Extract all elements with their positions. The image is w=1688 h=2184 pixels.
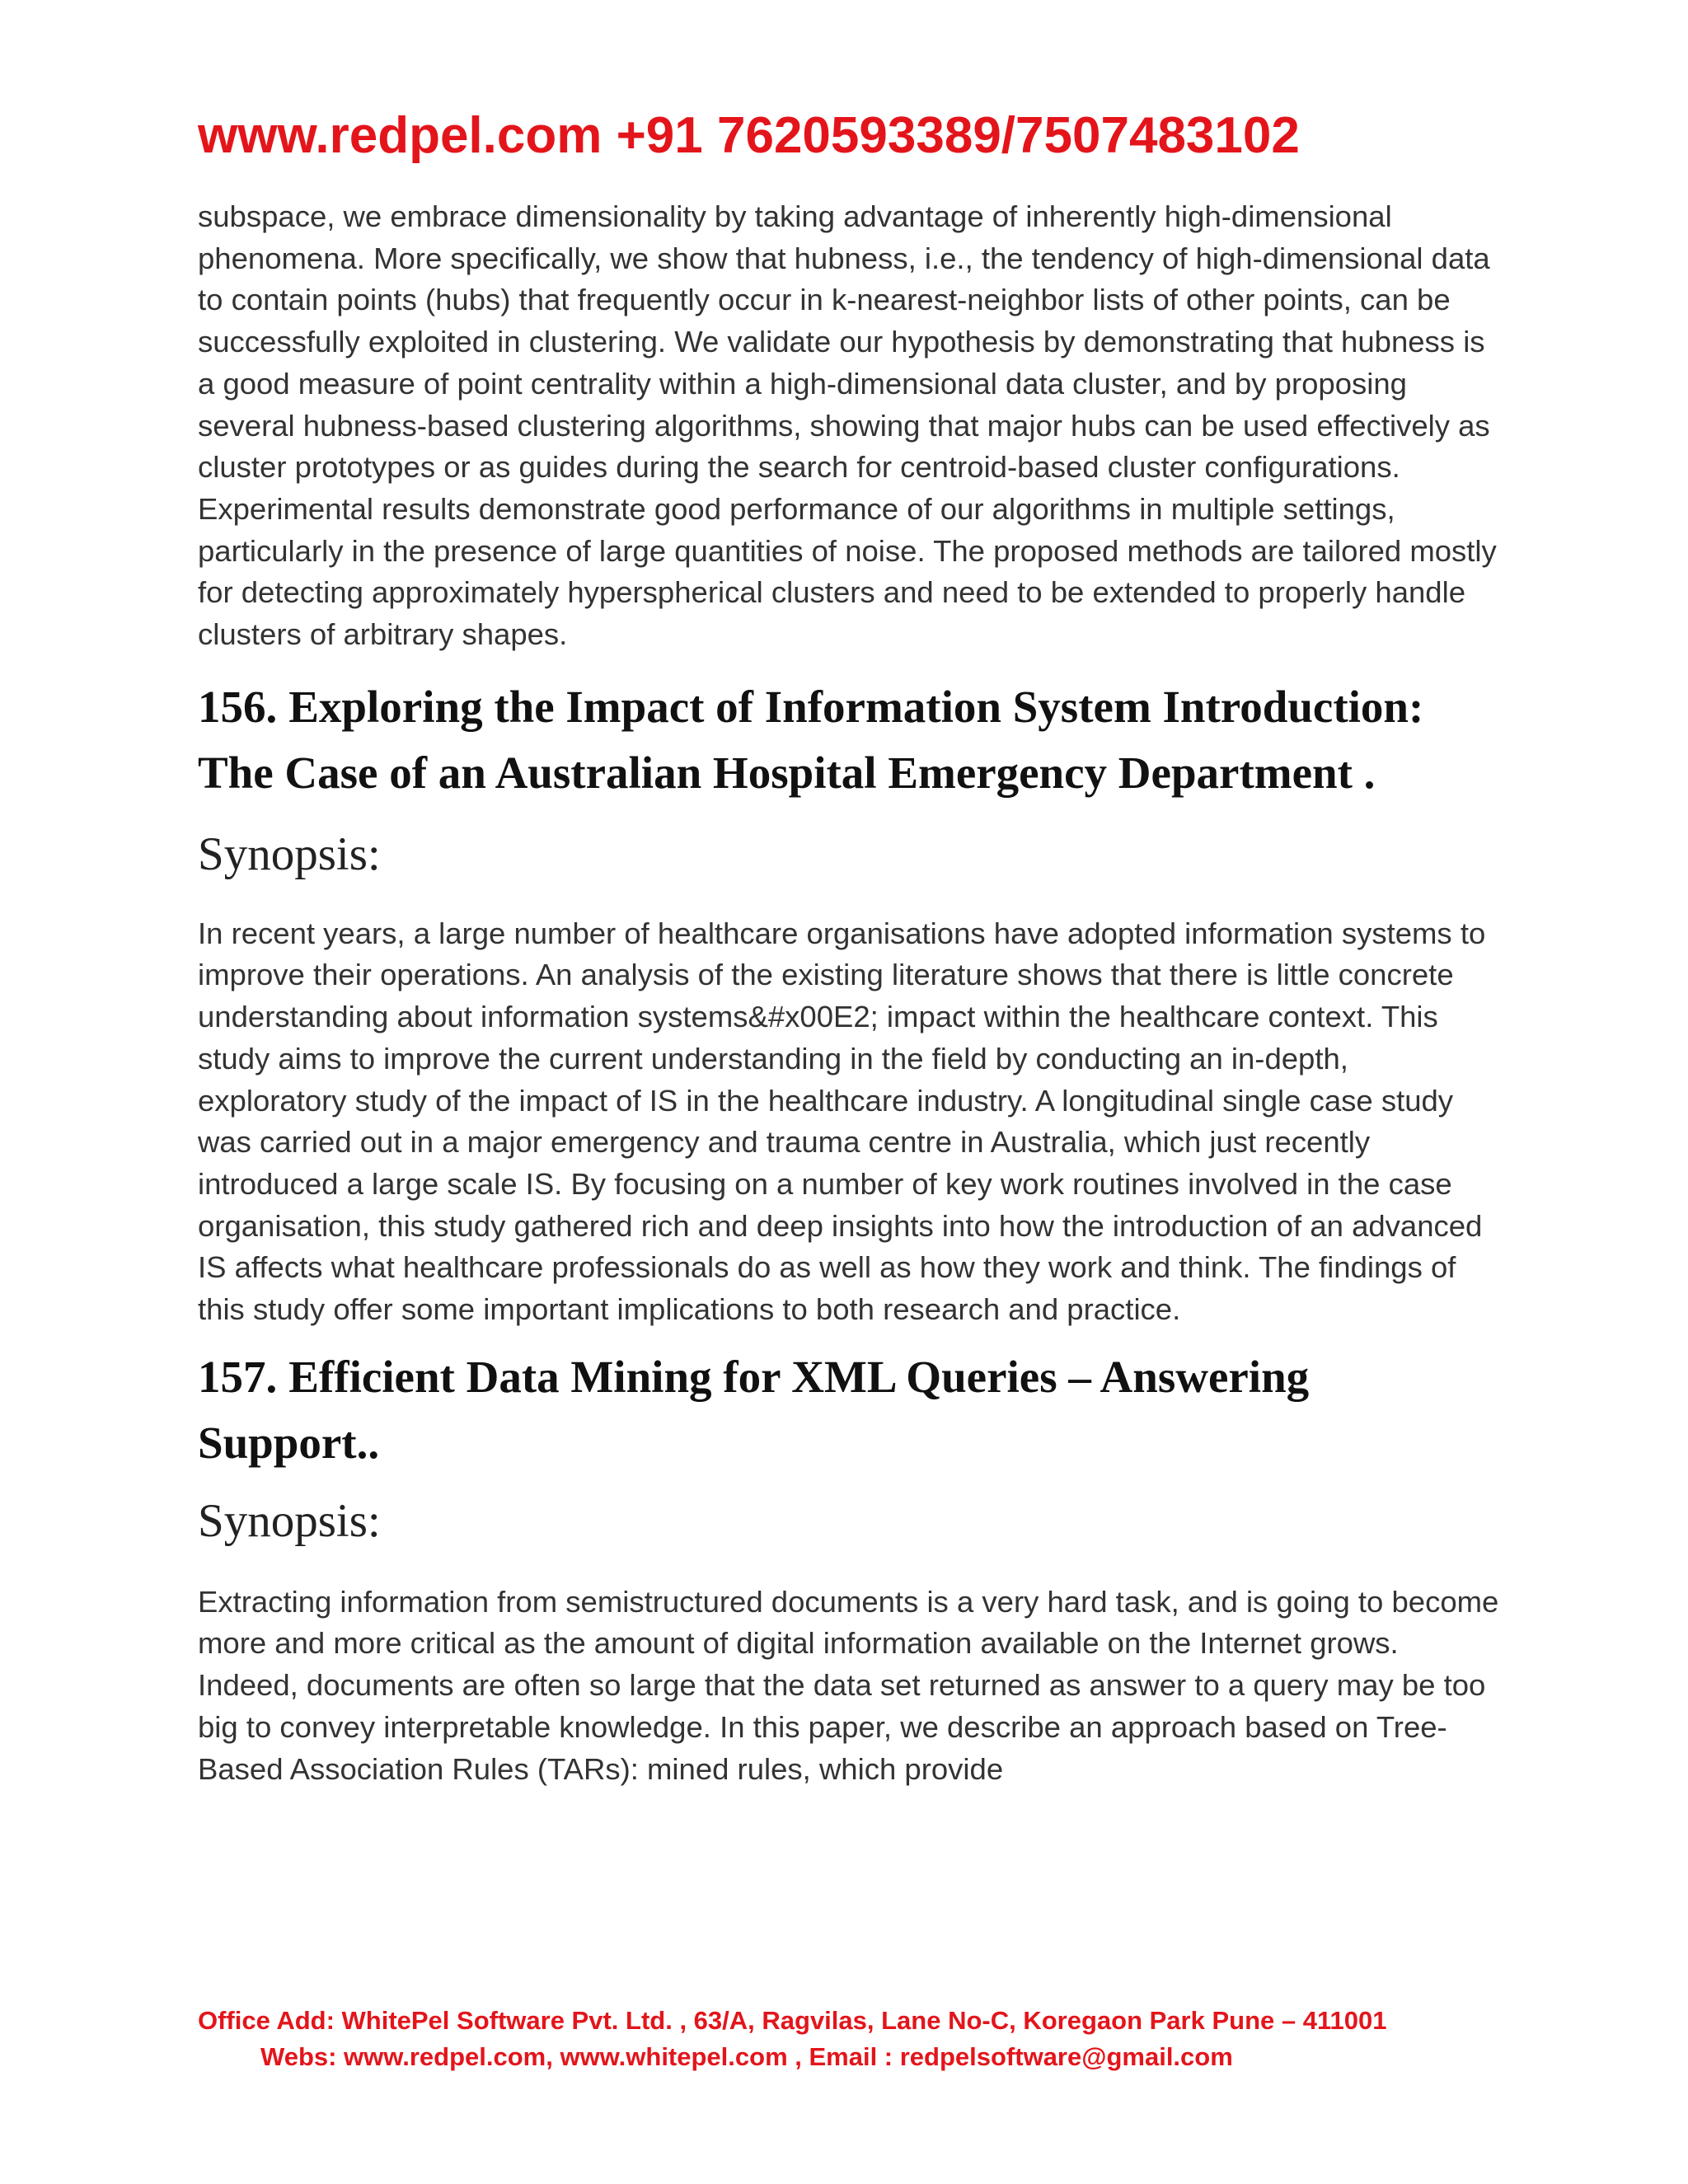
item-156-heading (198, 674, 1500, 806)
item-157-synopsis-text: Extracting information from semistructured documents is a very hard task, and is going to become more and more critical as the amount of digital information available on the Internet grows. Indeed, documents are often so large that the data set returned as answer to a query may be too big to convey interpretable knowledge. In this paper, we describe an approach based on Tree-Based Association Rules (TARs): mined rules, which provide (198, 1584, 1499, 1786)
footer-web-email: Webs: www.redpel.com, www.whitepel.com , Email : redpelsoftware@gmail.com (260, 2042, 1233, 2071)
item-157-title: Efficient Data Mining for XML Queries – Answering Support.. (198, 1351, 1310, 1468)
item-157-number: 157. (198, 1351, 278, 1402)
footer-office-address: Office Add: WhitePel Software Pvt. Ltd. , 63/A, Ragvilas, Lane No-C, Koregaon Park Pune – 411001 (198, 2006, 1387, 2035)
item-157-heading (198, 1344, 1500, 1476)
header-contact: www.redpel.com +91 7620593389/7507483102 (198, 107, 1300, 164)
item-156-synopsis-text: In recent years, a large number of healthcare organisations have adopted information systems to improve their operations. An analysis of the existing literature shows that there is little concrete understanding about information systems&#x00E2; impact within the healthcare context. This study aims to improve the current understanding in the field by conducting an in-depth, exploratory study of the impact of IS in the healthcare industry. A longitudinal single case study was carried out in a major emergency and trauma centre in Australia, which just recently introduced a large scale IS. By focusing on a number of key work routines involved in the case organisation, this study gathered rich and deep insights into how the introduction of an advanced IS affects what healthcare professionals do as well as how they work and think. The findings of this study offer some important implications to both research and practice. (198, 916, 1486, 1327)
continued-paragraph: subspace, we embrace dimensionality by taking advantage of inherently high-dimensional phenomena. More specifically, we show that hubness, i.e., the tendency of high-dimensional data to contain points (hubs) that frequently occur in k-nearest-neighbor lists of other points, can be successfully exploited in clustering. We validate our hypothesis by demonstrating that hubness is a good measure of point centrality within a high-dimensional data cluster, and by proposing several hubness-based clustering algorithms, showing that major hubs can be used effectively as cluster prototypes or as guides during the search for centroid-based cluster configurations. Experimental results demonstrate good performance of our algorithms in multiple settings, particularly in the presence of large quantities of noise. The proposed methods are tailored mostly for detecting approximately hyperspherical clusters and need to be extended to properly handle clusters of arbitrary shapes. (198, 199, 1497, 652)
document-content (198, 196, 1500, 1790)
item-156-synopsis-label: Synopsis: (198, 827, 381, 880)
item-156-number: 156. (198, 681, 278, 732)
item-157-synopsis-label: Synopsis: (198, 1494, 381, 1547)
item-156-title: Exploring the Impact of Information System Introduction: The Case of an Australian Hospital Emergency Department . (198, 681, 1424, 798)
